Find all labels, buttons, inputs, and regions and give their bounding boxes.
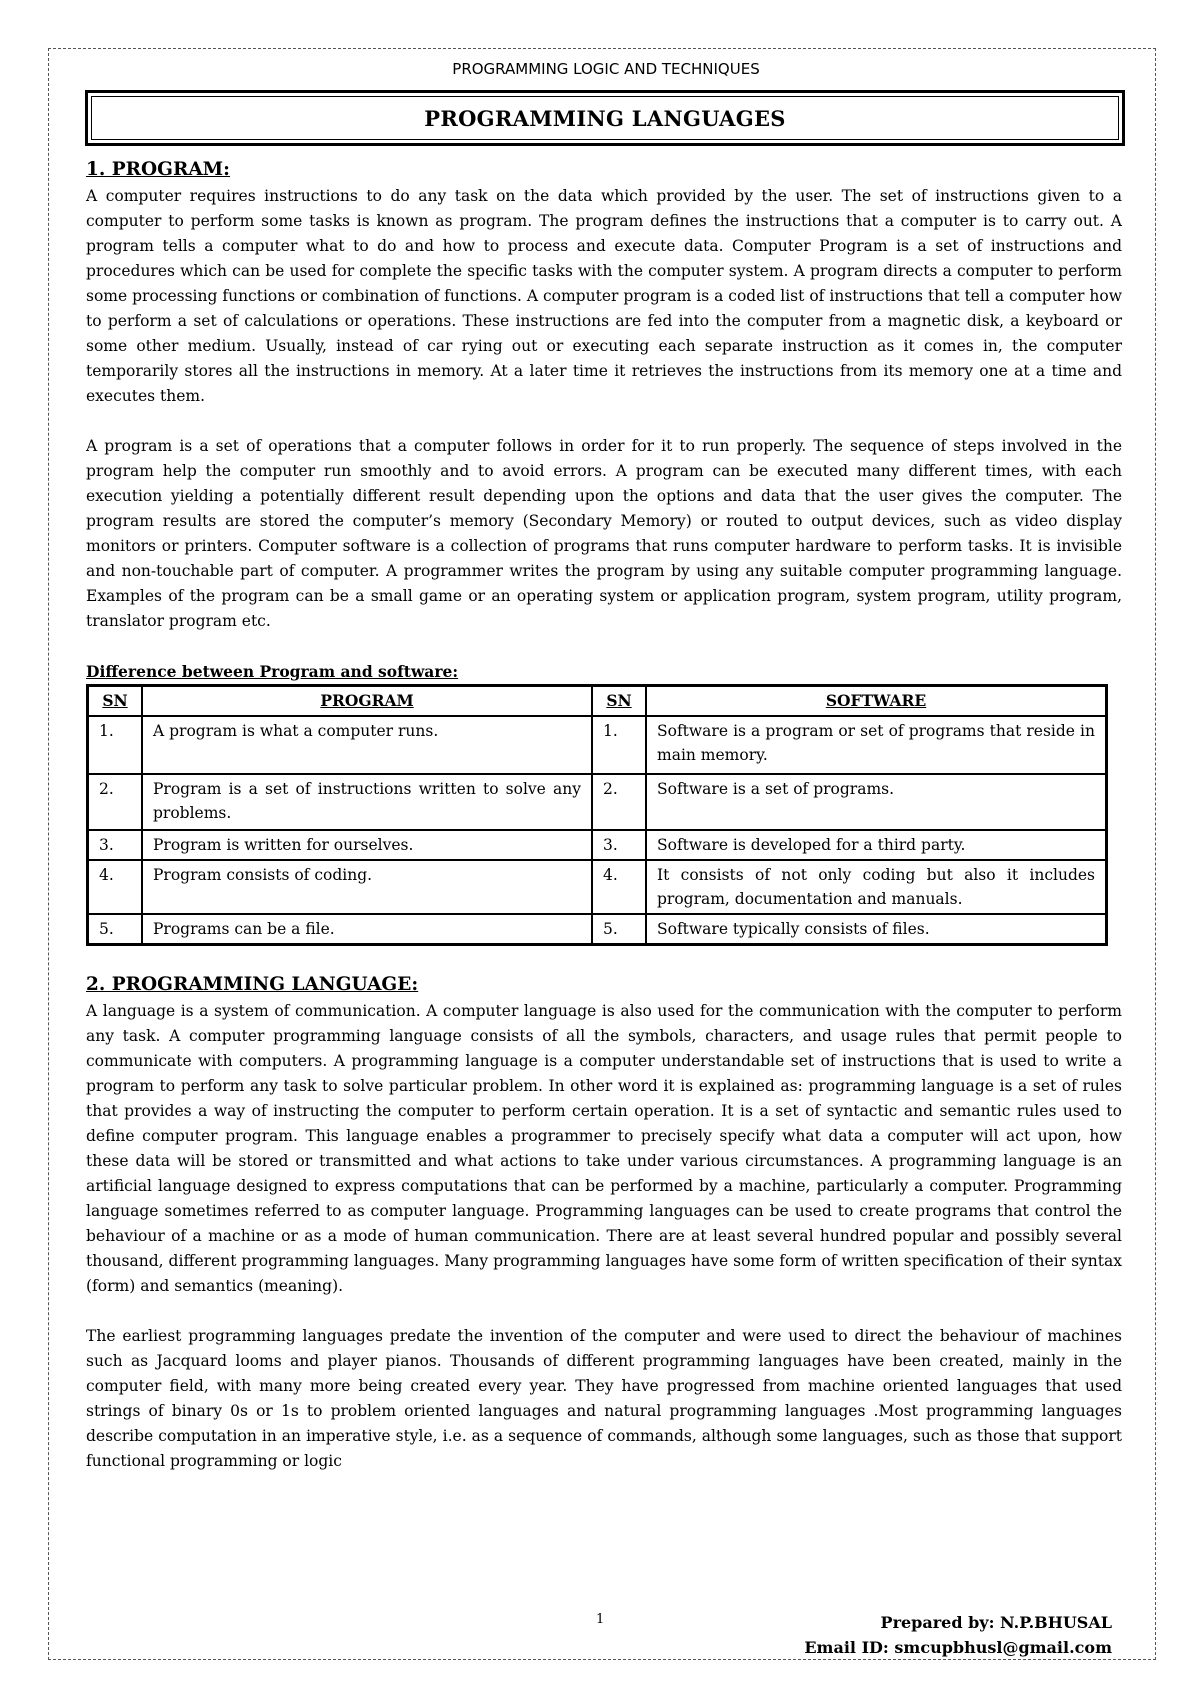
table-cell-program: Program is a set of instructions written to solve any problems. xyxy=(142,774,592,830)
table-cell-sn: 1. xyxy=(592,716,646,774)
page-title: PROGRAMMING LANGUAGES xyxy=(91,96,1119,140)
section-heading-programming-language: 2. PROGRAMMING LANGUAGE: xyxy=(86,974,419,995)
table-cell-sn: 3. xyxy=(88,830,143,860)
table-header-software: SOFTWARE xyxy=(646,686,1107,717)
document-body xyxy=(86,156,1122,1474)
table-row xyxy=(88,914,1107,945)
program-paragraph-2: A program is a set of operations that a computer follows in order for it to run properly. The sequence of steps involved in the program help the computer run smoothly and to avoid errors. A program can be executed many different times, with each execution yielding a potentially different result depending upon the options and data that the user gives the computer. The program results are stored the computer’s memory (Secondary Memory) or routed to output devices, such as video display monitors or printers. Computer software is a collection of programs that runs computer hardware to perform tasks. It is invisible and non-touchable part of computer. A programmer writes the program by using any suitable computer programming language. Examples of the program can be a small game or an operating system or application program, system program, utility program, translator program etc. xyxy=(86,437,1122,630)
table-cell-sn: 3. xyxy=(592,830,646,860)
table-row xyxy=(88,716,1107,774)
table-cell-program: Programs can be a file. xyxy=(142,914,592,945)
table-cell-sn: 5. xyxy=(592,914,646,945)
table-header-program: PROGRAM xyxy=(142,686,592,717)
section-heading-program: 1. PROGRAM: xyxy=(86,159,230,180)
table-cell-program: A program is what a computer runs. xyxy=(142,716,592,774)
table-cell-software: Software is developed for a third party. xyxy=(646,830,1107,860)
table-cell-program: Program consists of coding. xyxy=(142,860,592,914)
table-row xyxy=(88,860,1107,914)
footer-credits xyxy=(804,1610,1112,1660)
table-header-sn: SN xyxy=(592,686,646,717)
table-cell-software: Software typically consists of files. xyxy=(646,914,1107,945)
table-cell-sn: 4. xyxy=(592,860,646,914)
programming-language-paragraph-1: A language is a system of communication. A computer language is also used for the communication with the computer to perform any task. A computer programming language consists of all the symbols, characters, and usage rules that permit people to communicate with computers. A programming language is a computer understandable set of instructions that is used to write a program to perform any task to solve particular problem. In other word it is explained as: programming language is a set of rules that provides a way of instructing the computer to perform certain operation. It is a set of syntactic and semantic rules used to define computer program. This language enables a programmer to precisely specify what data a computer will act upon, how these data will be stored or transmitted and what actions to take under various circumstances. A programming language is an artificial language designed to express computations that can be performed by a machine, particularly a computer. Programming language sometimes referred to as computer language. Programming languages can be used to create programs that control the behaviour of a machine or as a mode of human communication. There are at least several hundred popular and possibly several thousand, different programming languages. Many programming languages have some form of written specification of their syntax (form) and semantics (meaning). xyxy=(86,1002,1122,1295)
table-cell-sn: 2. xyxy=(88,774,143,830)
table-cell-software: Software is a program or set of programs that reside in main memory. xyxy=(646,716,1107,774)
table-cell-software: Software is a set of programs. xyxy=(646,774,1107,830)
author-email: Email ID: smcupbhusl@gmail.com xyxy=(804,1638,1112,1657)
table-cell-sn: 4. xyxy=(88,860,143,914)
prepared-by: Prepared by: N.P.BHUSAL xyxy=(880,1613,1112,1632)
table-cell-sn: 5. xyxy=(88,914,143,945)
page-number: 1 xyxy=(596,1612,605,1627)
table-header-sn: SN xyxy=(88,686,143,717)
table-caption: Difference between Program and software: xyxy=(86,662,459,681)
table-row xyxy=(88,830,1107,860)
running-header: PROGRAMMING LOGIC AND TECHNIQUES xyxy=(452,60,760,78)
difference-table xyxy=(86,684,1108,946)
table-cell-program: Program is written for ourselves. xyxy=(142,830,592,860)
table-header-row xyxy=(88,686,1107,717)
title-box xyxy=(85,90,1125,146)
program-paragraph-1: A computer requires instructions to do any task on the data which provided by the user. The set of instructions given to a computer to perform some tasks is known as program. The program defines the instructions that a computer is to carry out. A program tells a computer what to do and how to process and execute data. Computer Program is a set of instructions and procedures which can be used for complete the specific tasks with the computer system. A program directs a computer to perform some processing functions or combination of functions. A computer program is a coded list of instructions that tell a computer how to perform a set of calculations or operations. These instructions are fed into the computer from a magnetic disk, a keyboard or some other medium. Usually, instead of car rying out or executing each separate instruction as it comes in, the computer temporarily stores all the instructions in memory. At a later time it retrieves the instructions from its memory one at a time and executes them. xyxy=(86,187,1122,405)
programming-language-paragraph-2: The earliest programming languages predate the invention of the computer and were used to direct the behaviour of machines such as Jacquard looms and player pianos. Thousands of different programming languages have been created, mainly in the computer field, with many more being created every year. They have progressed from machine oriented languages that used strings of binary 0s or 1s to problem oriented languages and natural programming languages .Most programming languages describe computation in an imperative style, i.e. as a sequence of commands, although some languages, such as those that support functional programming or logic xyxy=(86,1327,1122,1470)
table-row xyxy=(88,774,1107,830)
table-cell-sn: 1. xyxy=(88,716,143,774)
table-cell-software: It consists of not only coding but also it includes program, documentation and manuals. xyxy=(646,860,1107,914)
table-cell-sn: 2. xyxy=(592,774,646,830)
